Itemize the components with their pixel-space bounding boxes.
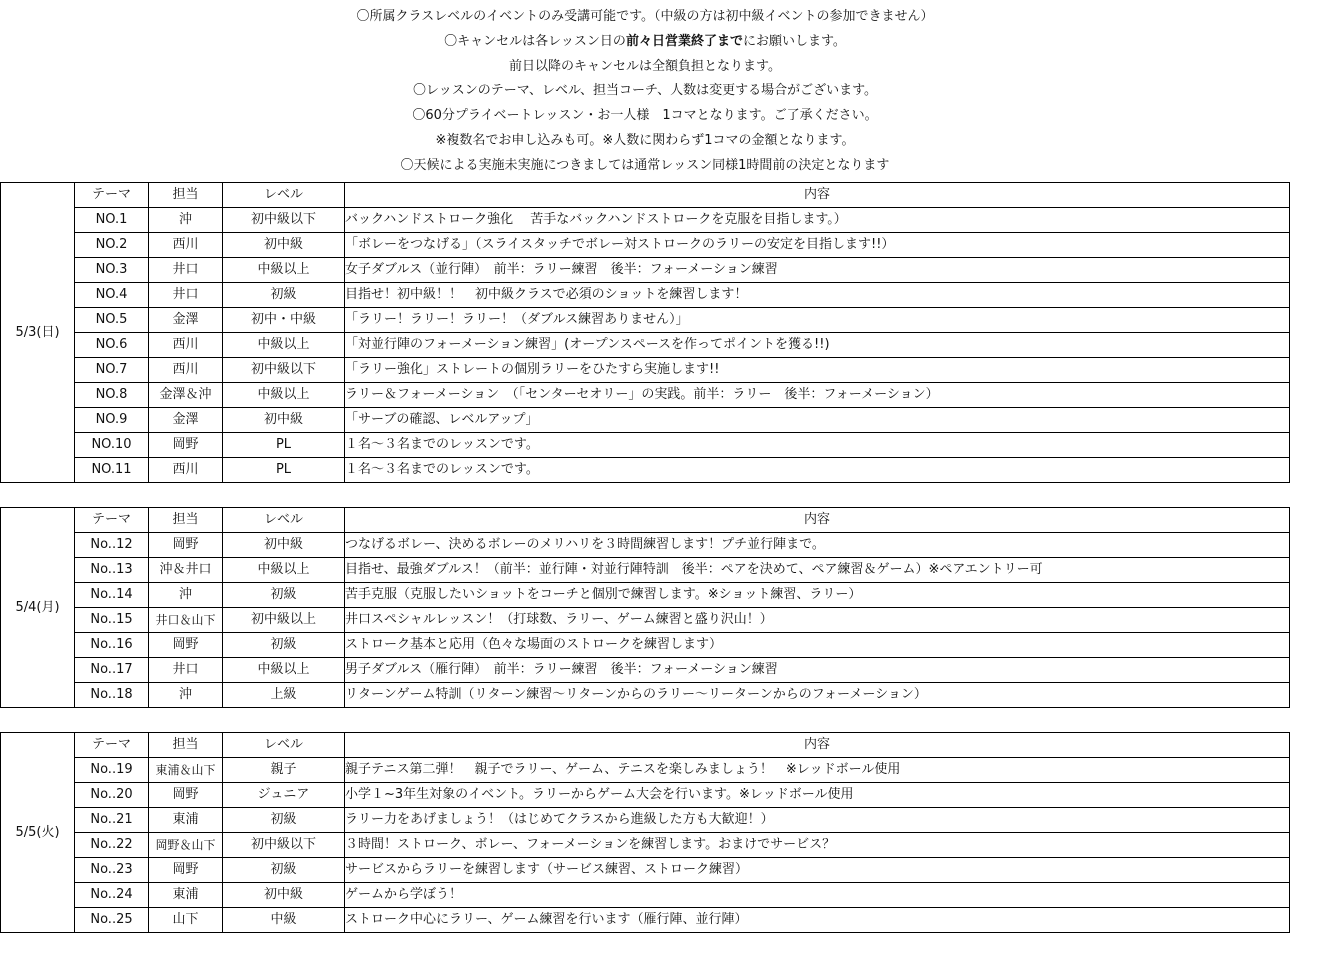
lesson-number: No..18	[75, 683, 149, 708]
header-theme: テーマ	[75, 183, 149, 208]
content-cell: 「ボレーをつなげる」（スライスタッチでボレー対ストロークのラリーの安定を目指します!!）	[345, 233, 1290, 258]
coach-cell: 東浦	[149, 808, 223, 833]
level-cell: 初中・中級	[223, 308, 345, 333]
content-cell: 苦手克服（克服したいショットをコーチと個別で練習します。※ショット練習、ラリー）	[345, 583, 1290, 608]
lesson-number: NO.5	[75, 308, 149, 333]
level-cell: 初級	[223, 808, 345, 833]
table-row	[1, 683, 1290, 708]
lesson-number: NO.6	[75, 333, 149, 358]
header-coach: 担当	[149, 183, 223, 208]
notice-text: にお願いします。	[742, 33, 846, 49]
lesson-number: No..19	[75, 758, 149, 783]
notice-line: ※複数名でお申し込みも可。※人数に関わらず1コマの金額となります。	[435, 132, 855, 148]
level-cell: 初級	[223, 858, 345, 883]
table-row	[1, 408, 1290, 433]
header-theme: テーマ	[75, 508, 149, 533]
table-row	[1, 883, 1290, 908]
coach-cell: 西川	[149, 458, 223, 483]
table-row	[1, 633, 1290, 658]
notice-deadline-bold: 前々日営業終了まで	[625, 33, 743, 49]
table-row	[1, 208, 1290, 233]
lesson-number: No..15	[75, 608, 149, 633]
table-row	[1, 383, 1290, 408]
table-row	[1, 858, 1290, 883]
header-level: レベル	[223, 733, 345, 758]
coach-cell: 西川	[149, 358, 223, 383]
lesson-number: NO.3	[75, 258, 149, 283]
level-cell: 初中級以下	[223, 358, 345, 383]
content-cell: 「サーブの確認、レベルアップ」	[345, 408, 1290, 433]
content-cell: 親子テニス第二弾！ 親子でラリー、ゲーム、テニスを楽しみましょう！ ※レッドボール使用	[345, 758, 1290, 783]
table-row	[1, 583, 1290, 608]
lesson-number: No..14	[75, 583, 149, 608]
level-cell: 上級	[223, 683, 345, 708]
schedule-table-day2	[0, 507, 1290, 708]
coach-cell: 井口	[149, 283, 223, 308]
lesson-number: No..16	[75, 633, 149, 658]
level-cell: 初中級	[223, 533, 345, 558]
header-content: 内容	[345, 733, 1290, 758]
level-cell: 初級	[223, 283, 345, 308]
coach-cell: 沖＆井口	[149, 558, 223, 583]
lesson-number: No..24	[75, 883, 149, 908]
coach-cell: 井口＆山下	[149, 608, 223, 633]
level-cell: 中級以上	[223, 258, 345, 283]
coach-cell: 井口	[149, 658, 223, 683]
notice-line: 〇天候による実施未実施につきましては通常レッスン同様1時間前の決定となります	[400, 157, 890, 173]
schedule-table-day1	[0, 182, 1290, 483]
level-cell: ジュニア	[223, 783, 345, 808]
header-content: 内容	[345, 183, 1290, 208]
content-cell: ラリー＆フォーメーション （「センターセオリー」の実践。前半：ラリー 後半：フォーメーション）	[345, 383, 1290, 408]
table-header-row	[1, 733, 1290, 758]
lesson-number: NO.8	[75, 383, 149, 408]
table-row	[1, 758, 1290, 783]
coach-cell: 沖	[149, 683, 223, 708]
header-level: レベル	[223, 508, 345, 533]
level-cell: 中級	[223, 908, 345, 933]
content-cell: 女子ダブルス（並行陣） 前半：ラリー練習 後半：フォーメーション練習	[345, 258, 1290, 283]
coach-cell: 岡野	[149, 858, 223, 883]
content-cell: リターンゲーム特訓（リターン練習～リターンからのラリー～リーターンからのフォーメーション）	[345, 683, 1290, 708]
level-cell: 中級以上	[223, 658, 345, 683]
level-cell: PL	[223, 433, 345, 458]
level-cell: 親子	[223, 758, 345, 783]
lesson-number: NO.11	[75, 458, 149, 483]
content-cell: １名～３名までのレッスンです。	[345, 433, 1290, 458]
content-cell: 「ラリー！ラリー！ラリー！（ダブルス練習ありません）」	[345, 308, 1290, 333]
content-cell: 目指せ、最強ダブルス！（前半：並行陣・対並行陣特訓 後半：ペアを決めて、ペア練習＆ゲーム）※ペアエントリー可	[345, 558, 1290, 583]
header-level: レベル	[223, 183, 345, 208]
content-cell: 男子ダブルス（雁行陣） 前半：ラリー練習 後半：フォーメーション練習	[345, 658, 1290, 683]
level-cell: 初中級	[223, 233, 345, 258]
table-row	[1, 308, 1290, 333]
coach-cell: 岡野	[149, 633, 223, 658]
coach-cell: 山下	[149, 908, 223, 933]
content-cell: １名～３名までのレッスンです。	[345, 458, 1290, 483]
content-cell: 小学１~3年生対象のイベント。ラリーからゲーム大会を行います。※レッドボール使用	[345, 783, 1290, 808]
notice-line: 〇60分プライベートレッスン・お一人様 1コマとなります。ご了承ください。	[412, 108, 878, 124]
content-cell: バックハンドストローク強化 苦手なバックハンドストロークを克服を目指します。）	[345, 208, 1290, 233]
level-cell: 初級	[223, 583, 345, 608]
table-row	[1, 433, 1290, 458]
lesson-number: No..12	[75, 533, 149, 558]
level-cell: 中級以上	[223, 558, 345, 583]
notice-line: 〇所属クラスレベルのイベントのみ受講可能です。（中級の方は初中級イベントの参加できません）	[356, 9, 934, 24]
level-cell: PL	[223, 458, 345, 483]
coach-cell: 岡野	[149, 533, 223, 558]
lesson-number: NO.9	[75, 408, 149, 433]
table-header-row	[1, 183, 1290, 208]
date-cell: 5/5(火)	[1, 733, 75, 933]
table-header-row	[1, 508, 1290, 533]
table-row	[1, 658, 1290, 683]
lesson-number: NO.7	[75, 358, 149, 383]
content-cell: 「対並行陣のフォーメーション練習」(オープンスペースを作ってポイントを獲る!!)	[345, 333, 1290, 358]
lesson-number: No..23	[75, 858, 149, 883]
content-cell: 「ラリー強化」ストレートの個別ラリーをひたすら実施します!!	[345, 358, 1290, 383]
level-cell: 初中級以上	[223, 608, 345, 633]
table-row	[1, 458, 1290, 483]
lesson-number: NO.10	[75, 433, 149, 458]
notice-block	[0, 5, 1290, 179]
lesson-number: No..20	[75, 783, 149, 808]
lesson-number: No..13	[75, 558, 149, 583]
header-theme: テーマ	[75, 733, 149, 758]
lesson-number: NO.1	[75, 208, 149, 233]
header-content: 内容	[345, 508, 1290, 533]
table-row	[1, 833, 1290, 858]
table-row	[1, 783, 1290, 808]
level-cell: 初中級以下	[223, 833, 345, 858]
level-cell: 初中級	[223, 883, 345, 908]
coach-cell: 西川	[149, 333, 223, 358]
level-cell: 中級以上	[223, 383, 345, 408]
notice-text: 〇キャンセルは各レッスン日の	[444, 33, 626, 49]
content-cell: ストローク中心にラリー、ゲーム練習を行います（雁行陣、並行陣）	[345, 908, 1290, 933]
coach-cell: 金澤	[149, 308, 223, 333]
level-cell: 初中級	[223, 408, 345, 433]
coach-cell: 金澤	[149, 408, 223, 433]
coach-cell: 岡野＆山下	[149, 833, 223, 858]
date-cell: 5/4(月)	[1, 508, 75, 708]
notice-line: 前日以降のキャンセルは全額負担となります。	[509, 58, 781, 74]
coach-cell: 西川	[149, 233, 223, 258]
date-cell: 5/3(日)	[1, 183, 75, 483]
lesson-number: No..25	[75, 908, 149, 933]
level-cell: 初級	[223, 633, 345, 658]
table-row	[1, 333, 1290, 358]
content-cell: ゲームから学ぼう！	[345, 883, 1290, 908]
coach-cell: 岡野	[149, 783, 223, 808]
table-row	[1, 258, 1290, 283]
content-cell: 目指せ！初中級！！ 初中級クラスで必須のショットを練習します！	[345, 283, 1290, 308]
content-cell: つなげるボレー、決めるボレーのメリハリを３時間練習します！プチ並行陣まで。	[345, 533, 1290, 558]
header-coach: 担当	[149, 733, 223, 758]
lesson-number: No..17	[75, 658, 149, 683]
lesson-number: NO.2	[75, 233, 149, 258]
lesson-number: No..21	[75, 808, 149, 833]
table-row	[1, 533, 1290, 558]
coach-cell: 東浦	[149, 883, 223, 908]
coach-cell: 沖	[149, 208, 223, 233]
lesson-number: No..22	[75, 833, 149, 858]
content-cell: ３時間！ストローク、ボレー、フォーメーションを練習します。おまけでサービス？	[345, 833, 1290, 858]
table-row	[1, 233, 1290, 258]
schedule-table-day3	[0, 732, 1290, 933]
table-row	[1, 908, 1290, 933]
content-cell: サービスからラリーを練習します（サービス練習、ストローク練習）	[345, 858, 1290, 883]
coach-cell: 東浦＆山下	[149, 758, 223, 783]
coach-cell: 金澤＆沖	[149, 383, 223, 408]
content-cell: ストローク基本と応用（色々な場面のストロークを練習します）	[345, 633, 1290, 658]
lesson-number: NO.4	[75, 283, 149, 308]
table-row	[1, 358, 1290, 383]
table-row	[1, 808, 1290, 833]
notice-line-cancel	[0, 30, 1290, 55]
coach-cell: 岡野	[149, 433, 223, 458]
table-row	[1, 283, 1290, 308]
content-cell: 井口スペシャルレッスン！（打球数、ラリー、ゲーム練習と盛り沢山！）	[345, 608, 1290, 633]
content-cell: ラリー力をあげましょう！（はじめてクラスから進級した方も大歓迎！）	[345, 808, 1290, 833]
table-row	[1, 608, 1290, 633]
coach-cell: 沖	[149, 583, 223, 608]
level-cell: 初中級以下	[223, 208, 345, 233]
table-row	[1, 558, 1290, 583]
level-cell: 中級以上	[223, 333, 345, 358]
coach-cell: 井口	[149, 258, 223, 283]
header-coach: 担当	[149, 508, 223, 533]
notice-line: 〇レッスンのテーマ、レベル、担当コーチ、人数は変更する場合がございます。	[412, 83, 878, 99]
